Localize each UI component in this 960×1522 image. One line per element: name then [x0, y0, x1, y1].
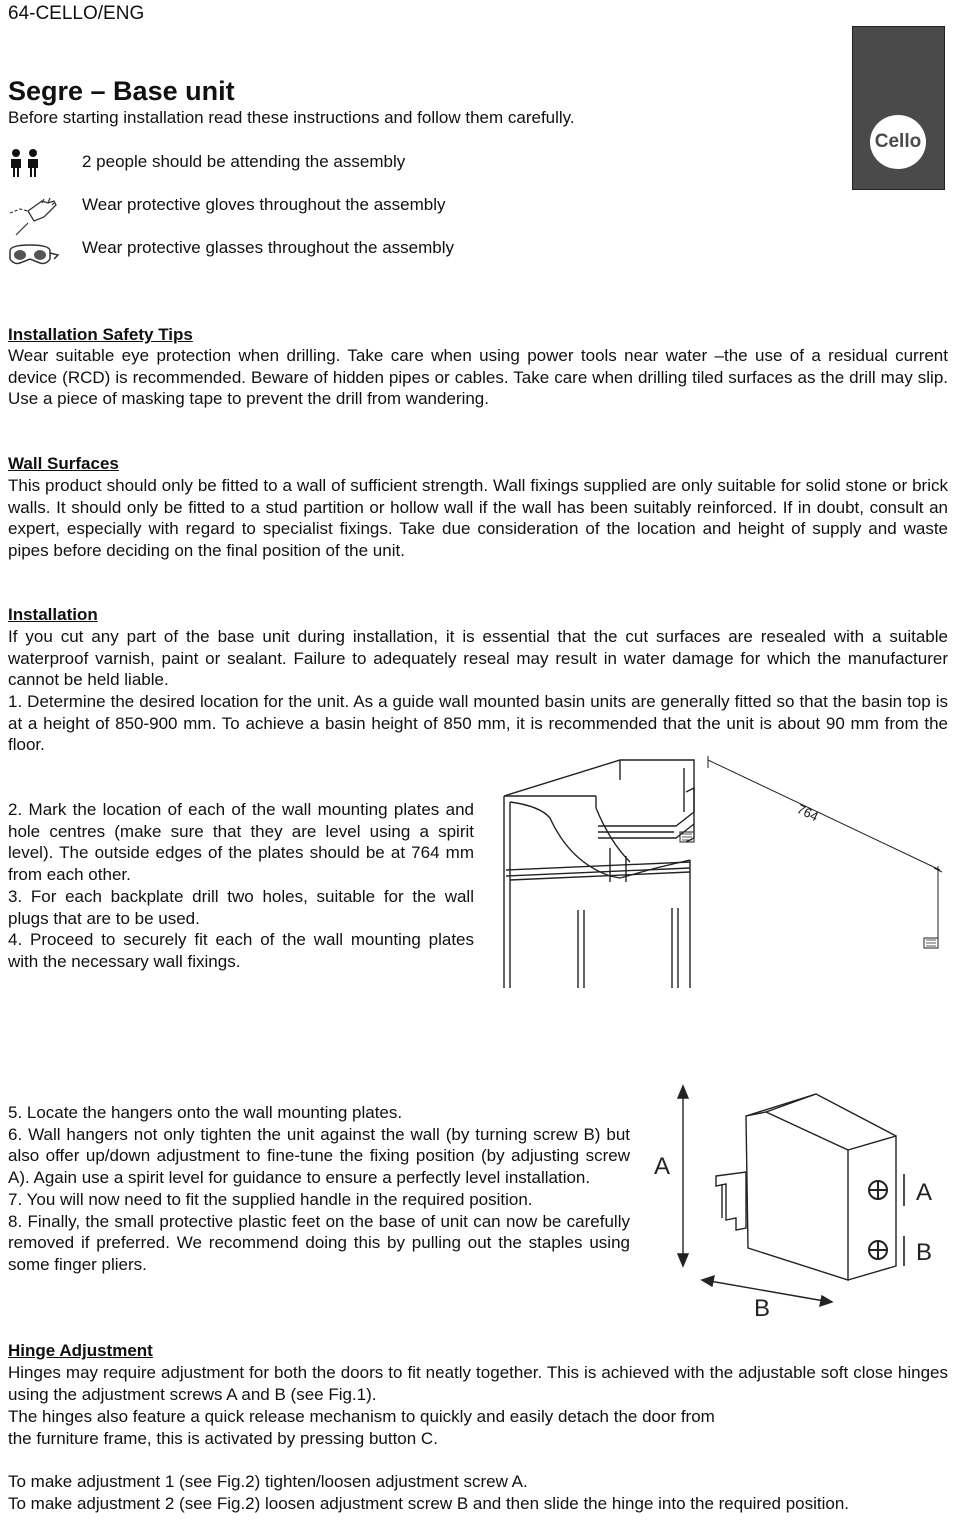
installation-step-8: 8. Finally, the small protective plastic feet on the base of unit can now be carefully removed if preferred. We recommend doing this by pulling out the staples using some finger pliers. [8, 1211, 630, 1274]
hinge-line-2: The hinges also feature a quick release mechanism to quickly and easily detach the door from [8, 1407, 715, 1426]
dimension-764-label: 764 [794, 801, 821, 825]
hinge-line-3: the furniture frame, this is activated by pressing button C. [8, 1429, 438, 1448]
installation-step-4: 4. Proceed to securely fit each of the wall mounting plates with the necessary wall fixings. [8, 930, 474, 971]
safety-tips-body: Wear suitable eye protection when drilling. Take care when using power tools near water –the use of a residual current device (RCD) is recommended. Beware of hidden pipes or cables. Take care when drilling tiled surfaces as the drill may slip. Use a piece of masking tape to prevent the drill from wandering. [8, 346, 948, 409]
label-b-bottom: B [754, 1295, 771, 1322]
installation-step-7: 7. You will now need to fit the supplied handle in the required position. [8, 1189, 533, 1209]
installation-step-3: 3. For each backplate drill two holes, suitable for the wall plugs that are to be used. [8, 886, 474, 928]
document-code: 64-CELLO/ENG [8, 3, 145, 24]
safety-tips-heading: Installation Safety Tips [8, 325, 193, 344]
safety-rule-glasses: Wear protective glasses throughout the assembly [82, 238, 454, 257]
steps-5-8 [8, 1102, 630, 1276]
logo-brand-text: Cello [870, 115, 926, 169]
installation-step-6: 6. Wall hangers not only tighten the unit against the wall (by turning screw B) but also offer up/down adjustment to fine-tune the fixing position (by adjusting screw A). Again use a spirit level for guidance to ensure a perfectly level installation. [8, 1124, 630, 1188]
two-people-icon [6, 148, 46, 183]
cello-logo [852, 26, 945, 190]
adjustment-2-text: To make adjustment 2 (see Fig.2) loosen adjustment screw B and then slide the hinge into the required position. [8, 1494, 850, 1513]
page-title: Segre – Base unit [8, 76, 235, 106]
adjustment-1-text: To make adjustment 1 (see Fig.2) tighten/loosen adjustment screw A. [8, 1472, 528, 1491]
wall-surfaces-body: This product should only be fitted to a wall of sufficient strength. Wall fixings supplied are only suitable for solid stone or brick walls. It should only be fitted to a stud partition or hollow wall if the wall has been suitably reinforced. If in doubt, consult an expert, especially with regard to specialist fixings. Take due consideration of the location and height of supply and waste pipes before deciding on the final position of the unit. [8, 476, 948, 561]
intro-text: Before starting installation read these instructions and follow them carefully. [8, 108, 575, 127]
steps-2-4 [8, 799, 474, 973]
installation-body: If you cut any part of the base unit during installation, it is essential that the cut surfaces are resealed with a suitable waterproof varnish, paint or sealant. Failure to adequately reseal may result in water damage for which the manufacturer cannot be held liable. [8, 627, 948, 690]
hinge-heading: Hinge Adjustment [8, 1341, 153, 1360]
wall-surfaces-heading: Wall Surfaces [8, 454, 119, 473]
hanger-figure [640, 1080, 950, 1335]
installation-step-2: 2. Mark the location of each of the wall mounting plates and hole centres (make sure that they are level using a spirit level). The outside edges of the plates should be at 764 mm from each other. [8, 800, 474, 885]
installation-heading: Installation [8, 605, 98, 624]
safety-rule-gloves: Wear protective gloves throughout the assembly [82, 195, 446, 214]
label-a-left: A [654, 1153, 671, 1180]
hinge-line-1: Hinges may require adjustment for both the doors to fit neatly together. This is achieved with the adjustable soft close hinges using the adjustment screws A and B (see Fig.1). [8, 1363, 948, 1404]
installation-step-1: 1. Determine the desired location for the unit. As a guide wall mounted basin units are generally fitted so that the basin top is at a height of 850-900 mm. To achieve a basin height of 850 mm, it is recommended that the unit is about 90 mm from the floor. [8, 692, 948, 755]
installation-step-5: 5. Locate the hangers onto the wall mounting plates. [8, 1103, 403, 1122]
mounting-figure [500, 752, 950, 997]
gloves-icon [6, 193, 62, 242]
label-b-right: B [916, 1239, 933, 1266]
label-a-right: A [916, 1179, 933, 1206]
goggles-icon [6, 241, 62, 274]
safety-rule-people: 2 people should be attending the assembly [82, 152, 406, 171]
